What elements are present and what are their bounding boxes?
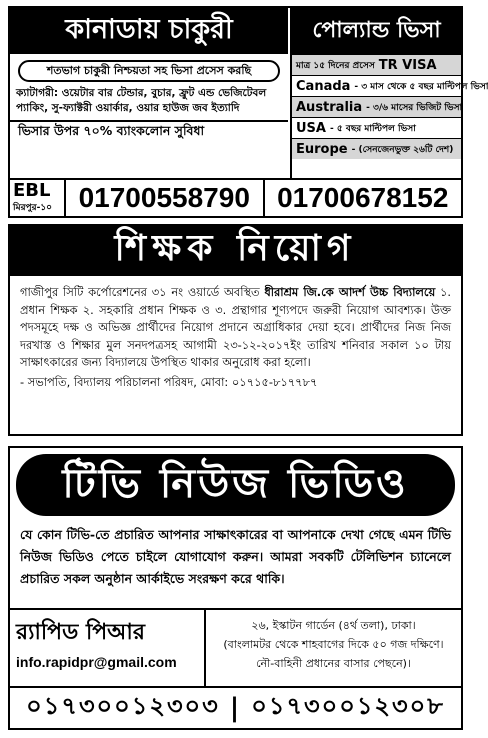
job-categories-line-1: ক্যাটাগরী: ওয়েটার বার টেন্ডার, বুচার, ফ্রুট এন্ড ভেজিটেবল xyxy=(16,87,267,99)
visa-detail: - ৫ বছর মাল্টিপল ভিসা xyxy=(329,123,416,134)
visa-country: Canada xyxy=(296,78,351,94)
visa-row-usa xyxy=(292,117,461,138)
canada-jobs-title: কানাডায় চাকুরী xyxy=(10,8,288,54)
visa-detail: - ৩/৬ মাসের ভিজিট ভিসা xyxy=(366,102,463,113)
tr-visa-prefix: মাত্র ১৫ দিনের প্রসেস xyxy=(296,60,375,71)
poland-visa-section xyxy=(290,8,488,178)
tr-visa-label: TR VISA xyxy=(378,57,437,73)
visa-country: USA xyxy=(296,120,326,136)
company-brand xyxy=(10,610,206,686)
visa-detail: - (সেনজেনভুক্ত ২৬টি দেশ) xyxy=(351,144,454,155)
body-intro: গাজীপুর সিটি কর্পোরেশনের ৩১ নং ওয়ার্ডে অবস্থিত xyxy=(20,285,260,299)
body-details: ১. প্রধান শিক্ষক ২. সহকারি প্রধান শিক্ষক ও ৩. প্রন্থাগার শূণ্যপদে জরুরী নিয়োগ আবশ্যক। উক্ত পদসমূহে দক্ষ ও অভিজ্ঞ প্রার্থীদের নিয়োগ প্রদানে অগ্রাধিকার দেয়া হবে। প্রার্থীদের নিজ নিজ দরখাস্ত ও শিক্ষার মুল সনদপত্রসহ আগামী ২৩-১২-২০১৭ইং তারিখ শনিবার সকাল ১০ টায় সাক্ষাৎকারের জন্য বিদ্যালয়ে উপস্থিত থাকার অনুরোধ করা হলো। xyxy=(20,285,451,369)
job-categories xyxy=(16,86,282,116)
company-name: র‍্যাপিড পিআর xyxy=(16,620,145,645)
phone-number-1: 01700558790 xyxy=(78,182,250,213)
company-phone-2: ০১৭৩০০১২৩০৮ xyxy=(251,692,445,720)
phone-number-2: 01700678152 xyxy=(263,180,462,216)
canada-jobs-section xyxy=(10,8,288,178)
teacher-recruitment-title: শিক্ষক নিয়োগ xyxy=(10,226,461,276)
teacher-recruitment-body xyxy=(10,276,461,372)
address-line-1: ২৬, ইস্কাটন গার্ডেন (৪র্থ তলা), ঢাকা। xyxy=(251,619,416,632)
company-info xyxy=(10,608,461,686)
bank-area: মিরপুর-১০ xyxy=(13,202,53,213)
visa-detail: - ৩ মাস থেকে ৫ বছর মাল্টিপল ভিসা xyxy=(354,81,488,92)
tr-visa-row xyxy=(292,54,461,75)
bank-name: EBL xyxy=(13,179,51,201)
visa-row-australia xyxy=(292,96,461,117)
teacher-recruitment-ad xyxy=(8,224,463,436)
visa-row-canada xyxy=(292,75,488,96)
tv-news-video-title: টিভি নিউজ ভিডিও xyxy=(16,454,455,516)
phone-separator: | xyxy=(229,693,242,723)
job-categories-line-2: প্যাকিং, সু-ফ্যাক্টরী ওয়ার্কার, ওয়ার হাউজ জব ইত্যাদি xyxy=(16,102,240,114)
visa-country: Australia xyxy=(296,99,363,115)
tv-news-video-body: যে কোন টিভি-তে প্রচারিত আপনার সাক্ষাৎকারের বা আপনাকে দেখা গেছে এমন টিভি নিউজ ভিডিও পেতে চাইলে যোগাযোগ করুন। আমরা সবকটি টেলিভিশন চ্যানেলে প্রচারিত সকল অনুষ্ঠান আর্কাইভে সংরক্ষণ করে থাকি। xyxy=(20,527,451,586)
bank-badge xyxy=(10,180,66,216)
company-phone-1: ০১৭৩০০১২৩০৩ xyxy=(26,692,220,720)
guarantee-pill: শতভাগ চাকুরী নিশ্চয়তা সহ ভিসা প্রসেস করছি xyxy=(18,60,280,82)
visa-country: Europe xyxy=(296,141,348,157)
poland-visa-title: পোল্যান্ড ভিসা xyxy=(292,8,461,54)
contact-strip xyxy=(10,178,461,216)
tv-news-video-ad xyxy=(8,446,463,730)
school-name: ধীরাশ্রম জি.কে আদর্শ উচ্চ বিদ্যালয়ে xyxy=(264,285,436,299)
visa-row-europe xyxy=(292,138,461,159)
company-address xyxy=(206,610,461,686)
company-email: info.rapidpr@gmail.com xyxy=(16,654,177,670)
company-phones xyxy=(10,686,461,728)
address-line-2: (বাংলামটর থেকে শাহবাগের দিকে ৫০ গজ দক্ষিণে। নৌ-বাহিনী প্রধানের বাসার পেছনে)। xyxy=(223,638,444,670)
bank-loan-offer: ভিসার উপর ৭০% ব্যাংকলোন সুবিধা xyxy=(18,123,205,138)
signature-line: - সভাপতি, বিদ্যালয় পরিচালনা পরিষদ, মোবা: ০১৭১৫-৮১৭৭৮৭ xyxy=(20,374,318,389)
canada-jobs-ad xyxy=(8,6,488,218)
